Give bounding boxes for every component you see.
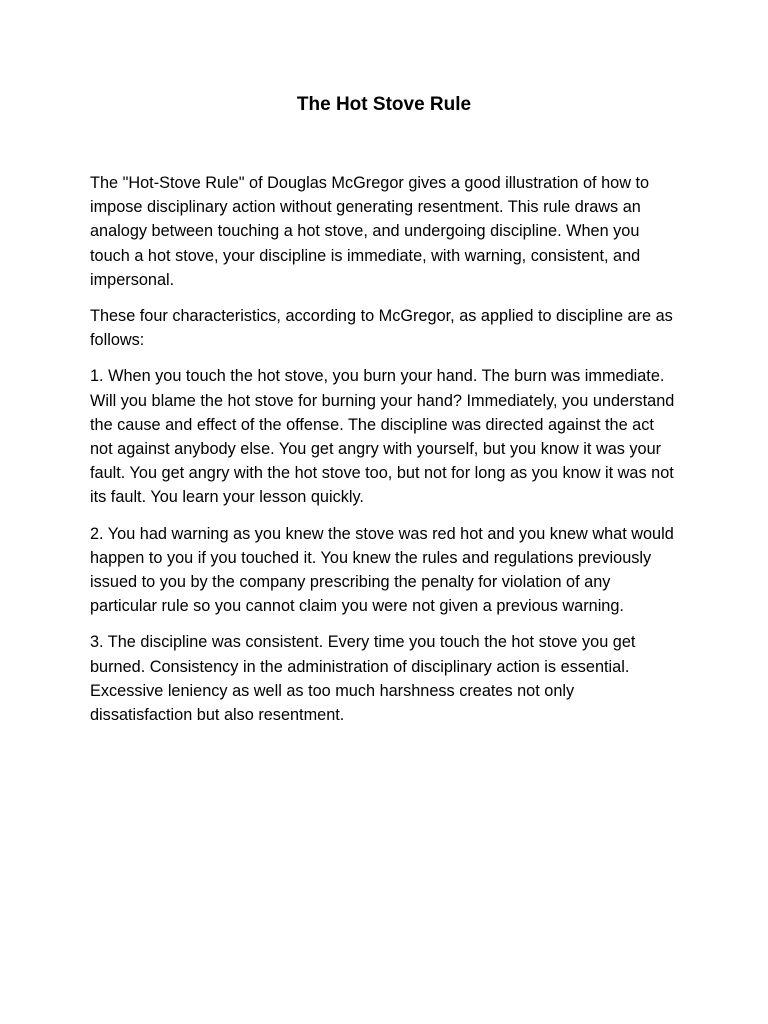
paragraph-intro: The "Hot-Stove Rule" of Douglas McGregor gives a good illustration of how to impose disciplinary action without generating resentment. This rule draws an analogy between touching a hot stove, and undergoing discipline. When you touch a hot stove, your discipline is immediate, with warning, consistent, and impersonal.	[90, 174, 650, 289]
paragraph-characteristics: These four characteristics, according to McGregor, as applied to discipline are as follows:	[90, 307, 673, 350]
paragraph-point-1: 1. When you touch the hot stove, you burn your hand. The burn was immediate. Will you blame the hot stove for burning your hand? Immediately, you understand the cause and effect of the offense. The discipline was directed against the act not against anybody else. You get angry with yourself, but you know it was your fault. You get angry with the hot stove too, but not for long as you know it was not its fault. You learn your lesson quickly.	[90, 367, 675, 507]
document-title: The Hot Stove Rule	[296, 94, 472, 115]
paragraph-point-2: 2. You had warning as you knew the stove was red hot and you knew what would happen to you if you touched it. You knew the rules and regulations previously issued to you by the company prescribing the penalty for violation of any particular rule so you cannot claim you were not given a previous warning.	[90, 524, 674, 616]
paragraph-point-3: 3. The discipline was consistent. Every time you touch the hot stove you get burned. Consistency in the administration of disciplinary action is essential. Excessive leniency as well as too much harshness creates not only dissatisfaction but also resentment.	[90, 633, 636, 725]
document-body	[90, 171, 678, 739]
